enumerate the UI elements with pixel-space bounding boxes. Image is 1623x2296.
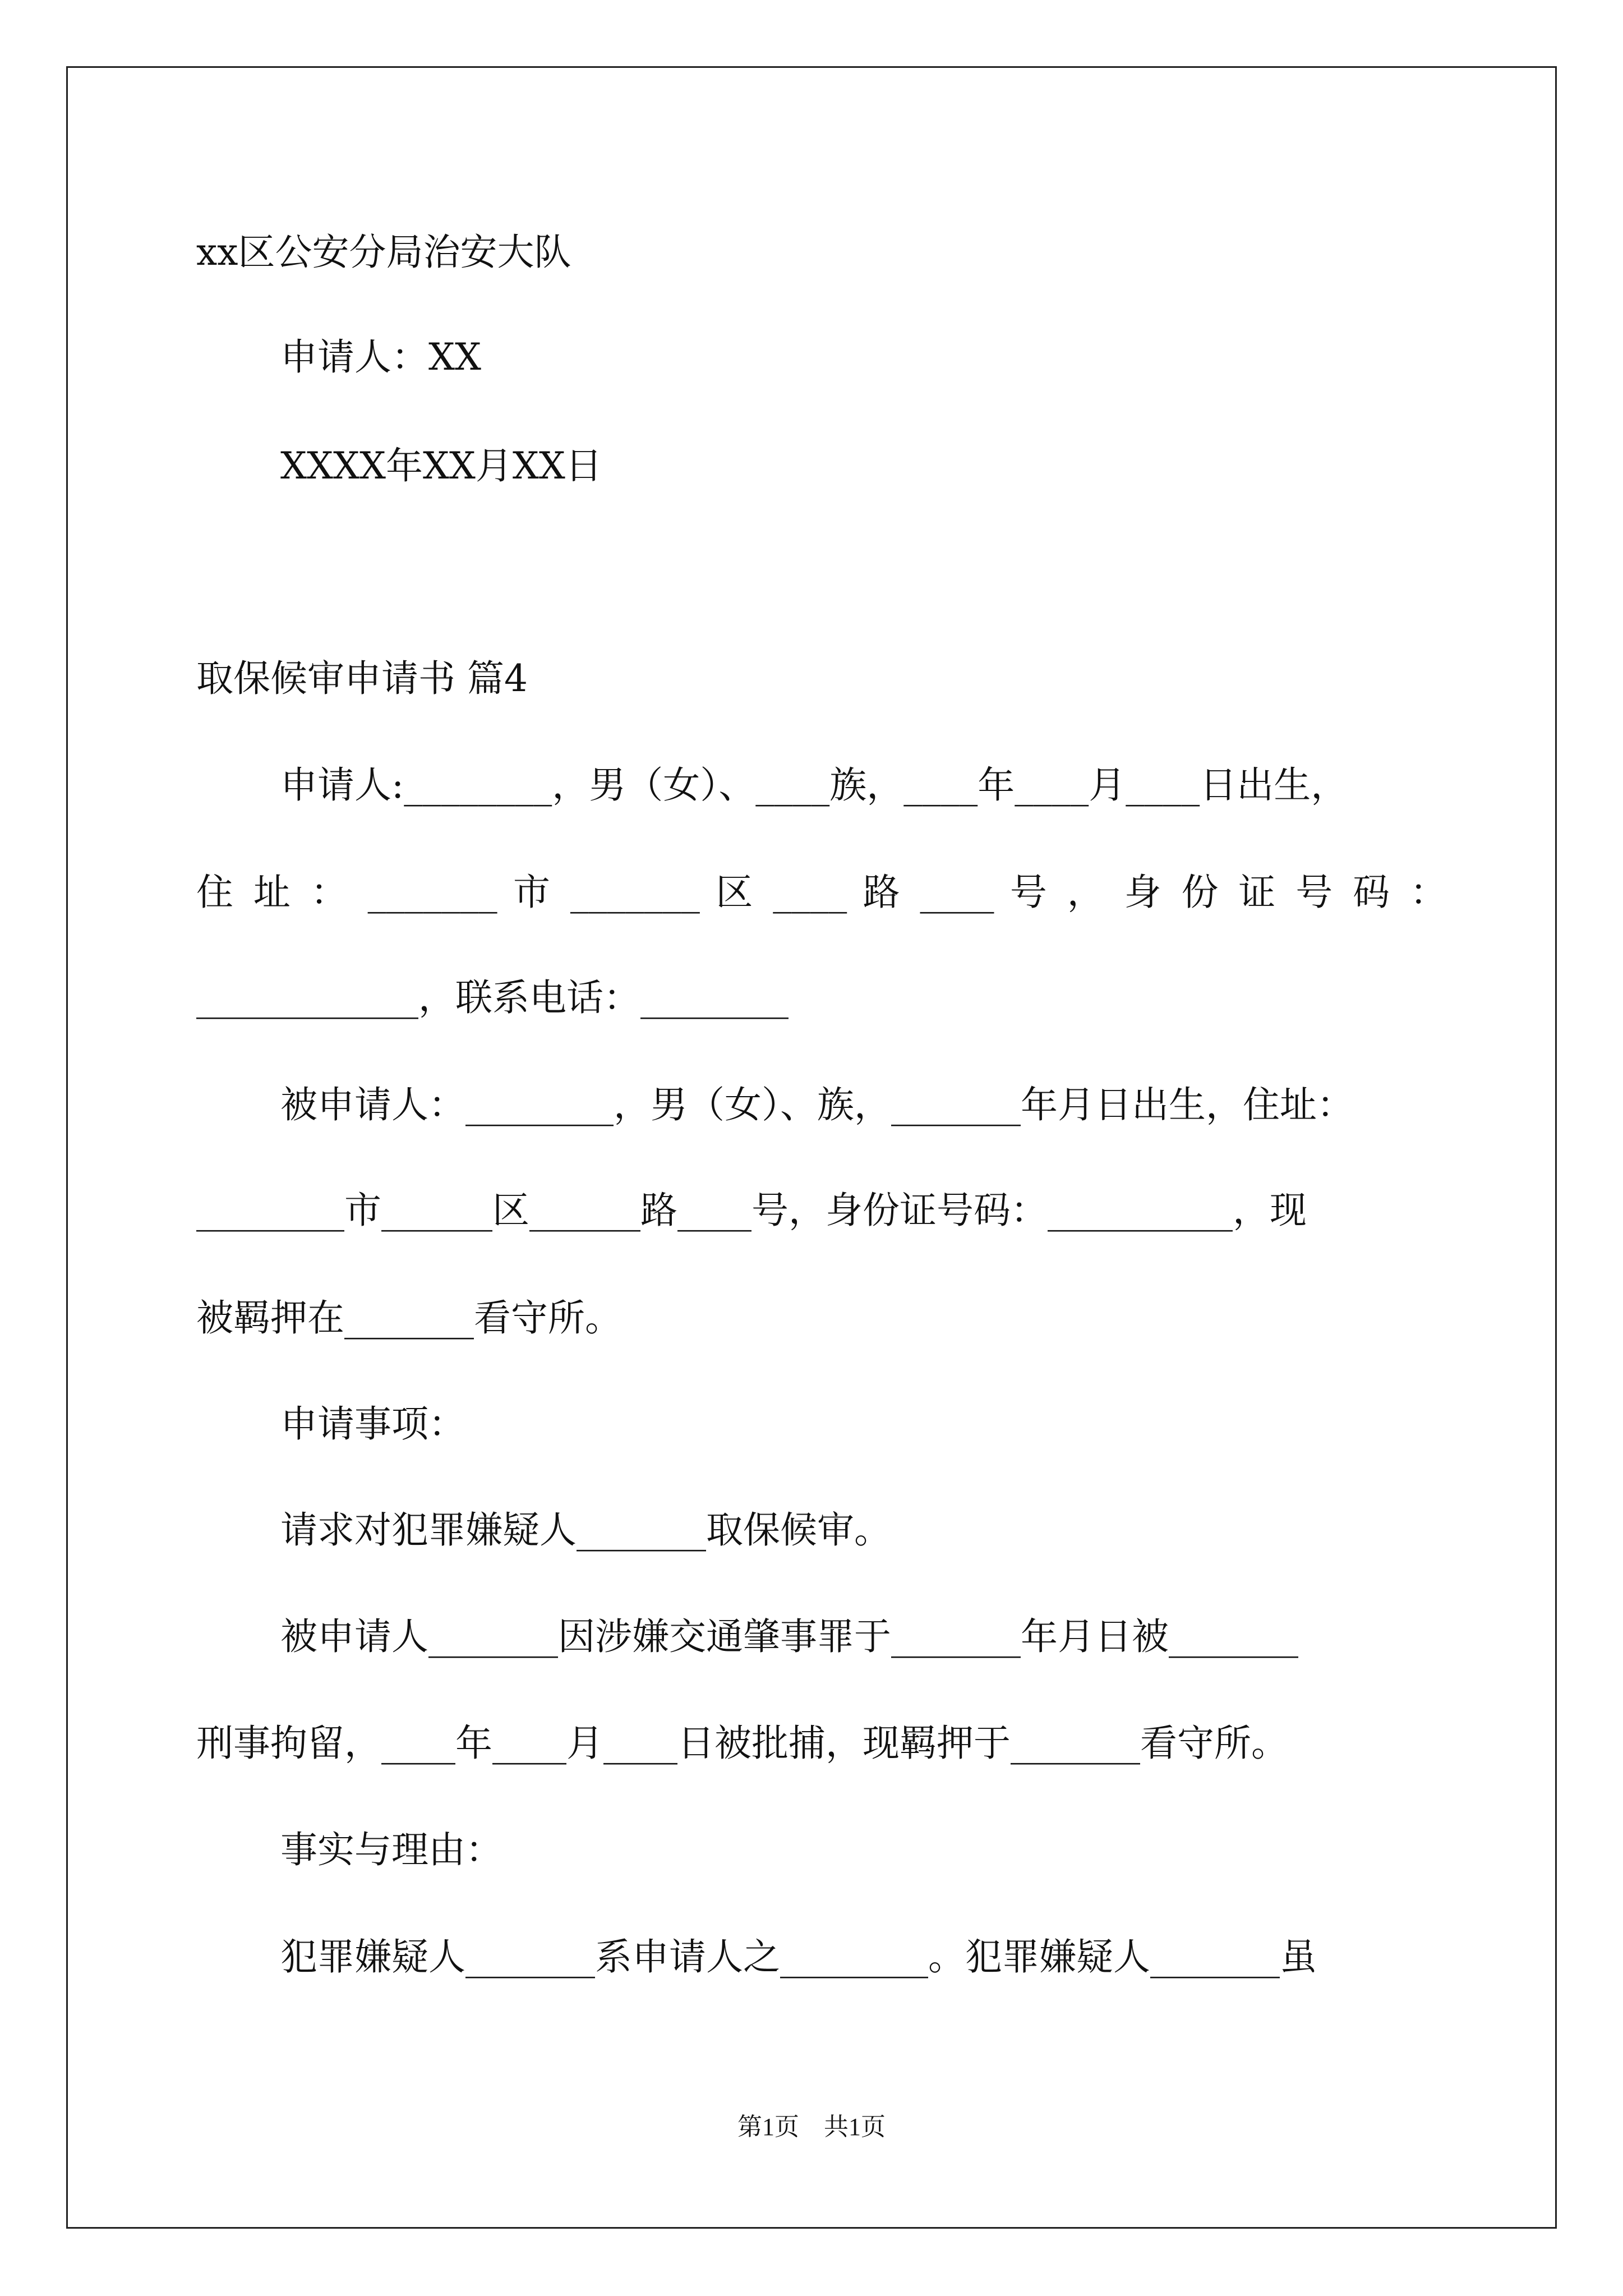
request-heading: 申请事项： — [280, 1402, 465, 1446]
recipient-line: xx区公安分局治安大队 — [196, 231, 571, 274]
respondent-info-line-1: 被申请人：________，男（女）、族，_______年月日出生，住址： — [280, 1083, 1354, 1126]
signature-date: XXXX年XX月XX日 — [280, 444, 602, 487]
applicant-info-line-1: 申请人:________，男（女）、____族，____年____月____日出生， — [280, 763, 1348, 807]
case-detail-line-1: 被申请人_______因涉嫌交通肇事罪于_______年月日被_______ — [280, 1615, 1298, 1658]
section-title: 取保候审申请书 篇4 — [196, 657, 528, 700]
case-detail-line-2: 刑事拘留，____年____月____日被批捕，现羁押于_______看守所。 — [196, 1722, 1288, 1765]
request-body: 请求对犯罪嫌疑人_______取保候审。 — [280, 1508, 891, 1552]
applicant-info-line-3: ____________，联系电话：________ — [196, 976, 789, 1019]
page-border — [66, 66, 1557, 2229]
applicant-signature: 申请人：XX — [280, 335, 481, 379]
page-footer: 第1页 共1页 — [737, 2113, 886, 2141]
respondent-info-line-2: ________市______区______路____号，身份证号码：__________，现 — [196, 1189, 1307, 1232]
facts-body-line-1: 犯罪嫌疑人_______系申请人之________。犯罪嫌疑人_______虽 — [280, 1935, 1317, 1978]
respondent-info-line-3: 被羁押在_______看守所。 — [196, 1296, 622, 1340]
applicant-info-line-2: 住 址 ： _______ 市 _______ 区 ____ 路 ____ 号 ， 身 份 证 号 码 ： — [196, 871, 1447, 914]
facts-heading: 事实与理由： — [280, 1828, 502, 1871]
